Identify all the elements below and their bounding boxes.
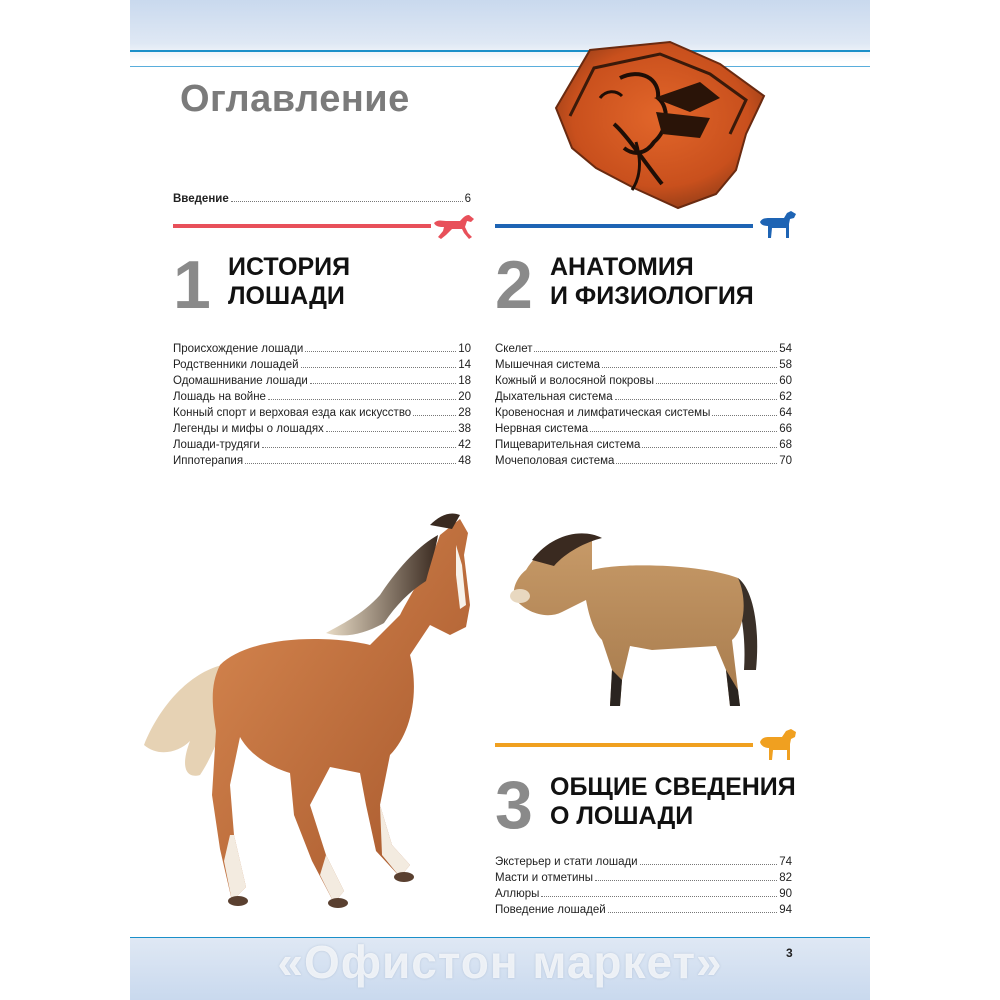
toc-item[interactable] (495, 904, 792, 916)
section-2-title (550, 253, 754, 311)
section-1-title (228, 253, 350, 311)
dot-leader (305, 350, 456, 352)
section-1-title-line2: ЛОШАДИ (228, 282, 345, 310)
toc-item[interactable] (173, 439, 471, 451)
toc-item[interactable] (495, 343, 792, 355)
toc-item-page: 64 (779, 407, 792, 419)
toc-item[interactable] (495, 391, 792, 403)
toc-item[interactable] (173, 375, 471, 387)
toc-item-label: Конный спорт и верховая езда как искусство (173, 407, 412, 419)
dot-leader (310, 382, 456, 384)
dot-leader (268, 398, 456, 400)
dot-leader (712, 414, 777, 416)
toc-item-page: 60 (779, 375, 792, 387)
section-1-rule (173, 224, 431, 228)
toc-item-label: Скелет (495, 343, 533, 355)
toc-item[interactable] (495, 423, 792, 435)
toc-item-label: Нервная система (495, 423, 589, 435)
toc-item[interactable] (495, 455, 792, 467)
dot-leader (245, 462, 456, 464)
section-1-number: 1 (173, 247, 211, 323)
toc-item-page: 48 (458, 455, 471, 467)
toc-item-page: 28 (458, 407, 471, 419)
toc-item[interactable] (495, 872, 792, 884)
watermark-text: «Офистон маркет» (277, 936, 723, 988)
toc-item-page: 66 (779, 423, 792, 435)
dot-leader (616, 462, 777, 464)
toc-item-page: 62 (779, 391, 792, 403)
toc-item-page: 14 (458, 359, 471, 371)
toc-item-page: 18 (458, 375, 471, 387)
dot-leader (534, 350, 777, 352)
toc-item[interactable] (173, 455, 471, 467)
section-3-title-line1: ОБЩИЕ СВЕДЕНИЯ (550, 773, 796, 801)
toc-item[interactable] (495, 888, 792, 900)
toc-item-page: 70 (779, 455, 792, 467)
dot-leader (642, 446, 777, 448)
toc-item-page: 38 (458, 423, 471, 435)
toc-intro-row[interactable] (173, 193, 471, 205)
dot-leader (231, 200, 463, 202)
toc-item-page: 94 (779, 904, 792, 916)
toc-item-label: Лошадь на войне (173, 391, 266, 403)
section-2-title-line1: АНАТОМИЯ (550, 253, 694, 281)
toc-item-label: Поведение лошадей (495, 904, 606, 916)
toc-item-page: 20 (458, 391, 471, 403)
dot-leader (595, 879, 777, 881)
dot-leader (541, 895, 777, 897)
horse-standing-icon (758, 210, 798, 240)
section-1-title-line1: ИСТОРИЯ (228, 253, 351, 281)
toc-item[interactable] (173, 407, 471, 419)
section-3-number: 3 (495, 767, 533, 843)
section-2-number: 2 (495, 247, 533, 323)
toc-item[interactable] (495, 407, 792, 419)
book-page (130, 0, 870, 1000)
page-title: Оглавление (180, 78, 410, 120)
dot-leader (413, 414, 456, 416)
przewalski-horse-image (502, 520, 770, 720)
greek-pottery-fragment-image (550, 38, 770, 214)
toc-item-label: Введение (173, 193, 229, 205)
dot-leader (656, 382, 777, 384)
toc-item-label: Лошади-трудяги (173, 439, 260, 451)
dot-leader (301, 366, 457, 368)
toc-item-page: 58 (779, 359, 792, 371)
toc-item-page: 74 (779, 856, 792, 868)
toc-item-label: Одомашнивание лошади (173, 375, 308, 387)
toc-item-page: 54 (779, 343, 792, 355)
toc-item-page: 6 (464, 193, 471, 205)
toc-item-page: 10 (458, 343, 471, 355)
toc-item-label: Дыхательная система (495, 391, 613, 403)
running-horse-image (130, 505, 475, 925)
toc-item-label: Легенды и мифы о лошадях (173, 423, 324, 435)
toc-item-label: Иппотерапия (173, 455, 244, 467)
toc-item-label: Мочеполовая система (495, 455, 615, 467)
dot-leader (608, 911, 778, 913)
pony-icon (758, 728, 798, 762)
toc-item[interactable] (495, 439, 792, 451)
dot-leader (590, 430, 777, 432)
section-3-title (550, 773, 796, 831)
toc-item-label: Кровеносная и лимфатическая системы (495, 407, 711, 419)
toc-item-label: Кожный и волосяной покровы (495, 375, 655, 387)
section-2-title-line2: И ФИЗИОЛОГИЯ (550, 282, 754, 310)
toc-item[interactable] (495, 359, 792, 371)
toc-item-page: 68 (779, 439, 792, 451)
toc-item-page: 82 (779, 872, 792, 884)
section-3-rule (495, 743, 753, 747)
section-3-title-line2: О ЛОШАДИ (550, 802, 694, 830)
toc-item-page: 90 (779, 888, 792, 900)
toc-item-page: 42 (458, 439, 471, 451)
dot-leader (602, 366, 777, 368)
toc-item-label: Масти и отметины (495, 872, 593, 884)
section-2-rule (495, 224, 753, 228)
toc-item-label: Родственники лошадей (173, 359, 299, 371)
toc-item-label: Происхождение лошади (173, 343, 304, 355)
horse-running-icon (432, 213, 476, 241)
toc-item[interactable] (173, 359, 471, 371)
dot-leader (262, 446, 456, 448)
dot-leader (615, 398, 778, 400)
toc-item-label: Аллюры (495, 888, 540, 900)
toc-item[interactable] (173, 423, 471, 435)
page-number: 3 (786, 946, 793, 960)
toc-item-label: Экстерьер и стати лошади (495, 856, 638, 868)
dot-leader (640, 863, 778, 865)
dot-leader (326, 430, 456, 432)
toc-item-label: Пищеварительная система (495, 439, 641, 451)
toc-item[interactable] (495, 856, 792, 868)
toc-item-label: Мышечная система (495, 359, 601, 371)
toc-item[interactable] (173, 391, 471, 403)
toc-item[interactable] (173, 343, 471, 355)
toc-item[interactable] (495, 375, 792, 387)
